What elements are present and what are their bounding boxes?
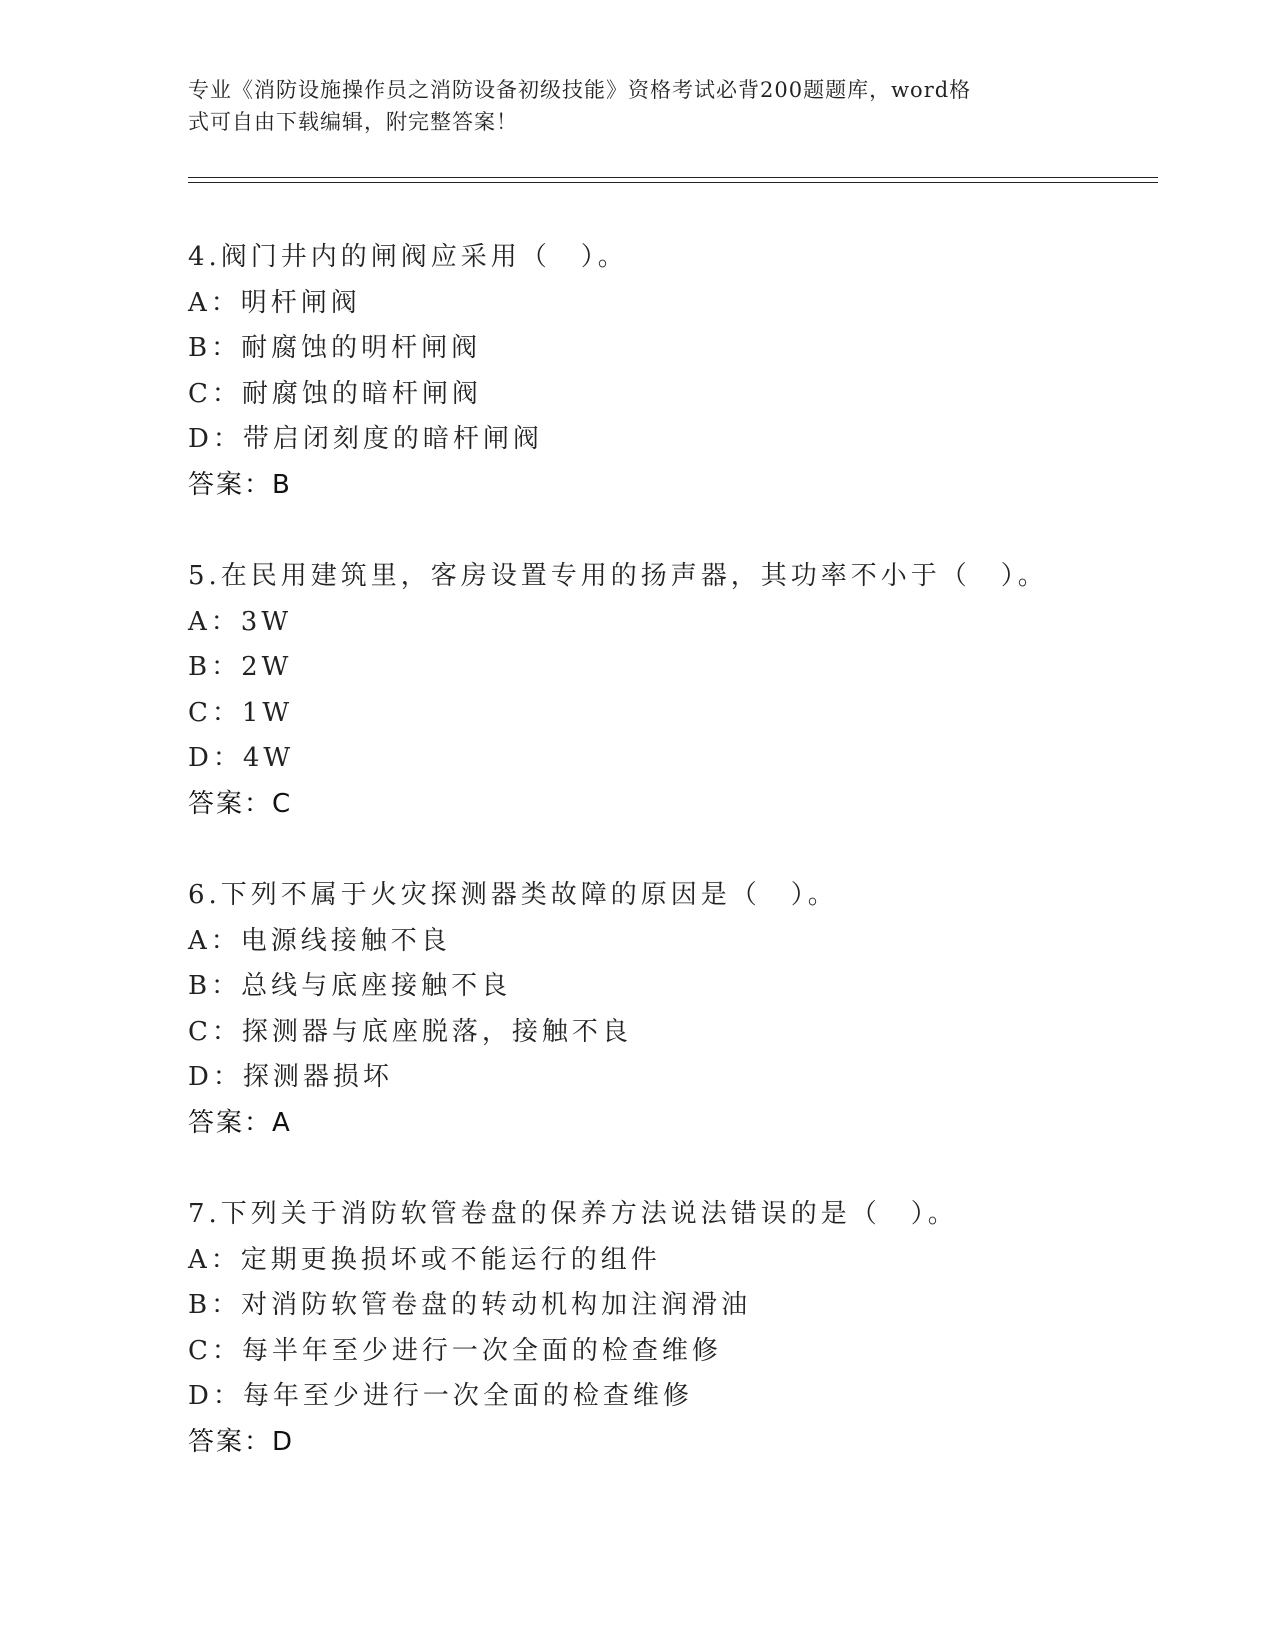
header-divider-top bbox=[188, 177, 1158, 178]
question-block bbox=[188, 561, 1148, 835]
answer-line: 答案：D bbox=[188, 1426, 295, 1457]
option-c: C：探测器与底座脱落，接触不良 bbox=[188, 1016, 632, 1047]
option-a: A：定期更换损坏或不能运行的组件 bbox=[188, 1244, 661, 1275]
question-block bbox=[188, 880, 1148, 1154]
option-b: B：对消防软管卷盘的转动机构加注润滑油 bbox=[188, 1290, 752, 1321]
question-stem: 5.在民用建筑里，客房设置专用的扬声器，其功率不小于（ ）。 bbox=[188, 561, 1048, 591]
question-stem: 7.下列关于消防软管卷盘的保养方法说法错误的是（ ）。 bbox=[188, 1199, 958, 1229]
option-d: D：探测器损坏 bbox=[188, 1062, 393, 1093]
header-line-1: 专业《消防设施操作员之消防设备初级技能》资格考试必背200题题库，word格 bbox=[188, 78, 972, 102]
question-stem: 4.阀门井内的闸阀应采用（ ）。 bbox=[188, 242, 628, 272]
option-c: C：每半年至少进行一次全面的检查维修 bbox=[188, 1335, 722, 1366]
answer-line: 答案：B bbox=[188, 469, 292, 500]
option-a: A：明杆闸阀 bbox=[188, 287, 361, 318]
option-d: D：4W bbox=[188, 743, 295, 774]
option-d: D：带启闭刻度的暗杆闸阀 bbox=[188, 424, 543, 455]
option-a: A：电源线接触不良 bbox=[188, 925, 451, 956]
option-c: C：耐腐蚀的暗杆闸阀 bbox=[188, 378, 482, 409]
option-b: B：耐腐蚀的明杆闸阀 bbox=[188, 333, 482, 364]
header-line-2: 式可自由下载编辑，附完整答案！ bbox=[188, 110, 518, 134]
option-b: B：总线与底座接触不良 bbox=[188, 971, 512, 1002]
question-stem: 6.下列不属于火灾探测器类故障的原因是（ ）。 bbox=[188, 880, 838, 910]
answer-line: 答案：A bbox=[188, 1107, 292, 1138]
option-b: B：2W bbox=[188, 652, 293, 683]
question-block bbox=[188, 242, 1148, 516]
option-a: A：3W bbox=[188, 606, 293, 637]
document-header bbox=[188, 74, 1088, 138]
option-d: D：每年至少进行一次全面的检查维修 bbox=[188, 1381, 693, 1412]
question-block bbox=[188, 1199, 1148, 1473]
option-c: C：1W bbox=[188, 697, 294, 728]
answer-line: 答案：C bbox=[188, 788, 293, 819]
header-divider-bottom bbox=[188, 182, 1158, 183]
